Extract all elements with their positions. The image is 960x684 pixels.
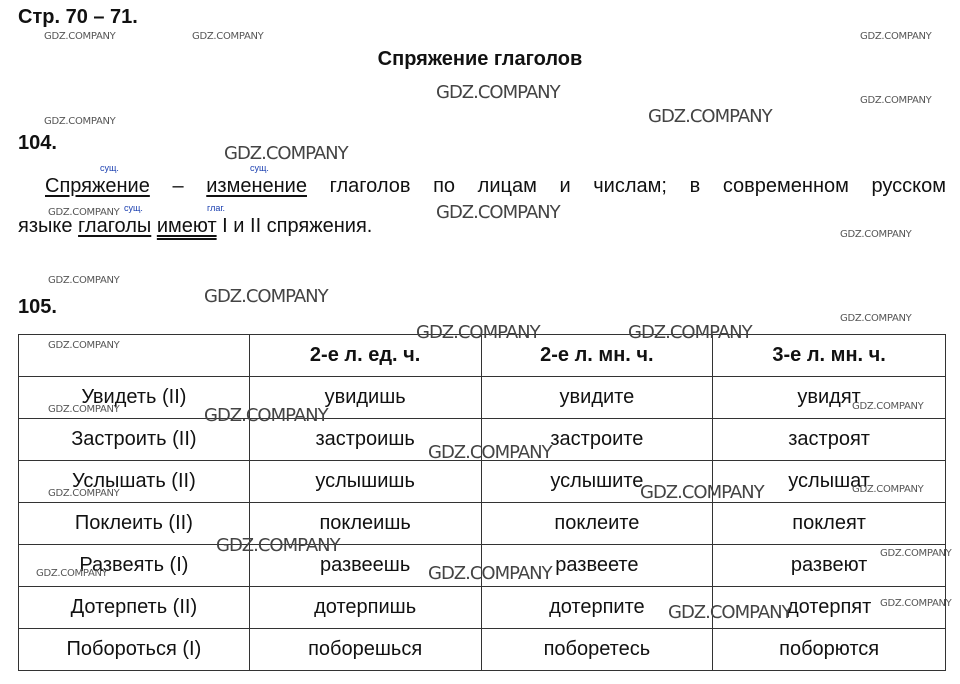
- exercise-105-number: 105.: [18, 296, 57, 318]
- word-spryazhenie: Спряжение: [45, 175, 150, 197]
- annotation-noun: сущ.: [100, 163, 119, 173]
- watermark: GDZ.COMPANY: [428, 442, 552, 463]
- watermark: GDZ.COMPANY: [44, 116, 116, 127]
- table-header-cell: 2-е л. мн. ч.: [481, 335, 713, 377]
- annotation-verb: глаг.: [207, 203, 226, 213]
- watermark: GDZ.COMPANY: [648, 106, 772, 127]
- form-cell: дотерпят: [713, 587, 946, 629]
- watermark: GDZ.COMPANY: [640, 482, 764, 503]
- form-cell: услышишь: [249, 461, 481, 503]
- watermark: GDZ.COMPANY: [48, 340, 120, 351]
- page-reference: Стр. 70 – 71.: [18, 6, 138, 28]
- form-cell: застроят: [713, 419, 946, 461]
- form-cell: дотерпишь: [249, 587, 481, 629]
- word-yazyke: языке: [18, 215, 73, 237]
- watermark: GDZ.COMPANY: [48, 275, 120, 286]
- verb-cell: Дотерпеть (II): [19, 587, 250, 629]
- form-cell: застроите: [481, 419, 713, 461]
- table-row: [19, 503, 946, 545]
- watermark: GDZ.COMPANY: [860, 31, 932, 42]
- verb-cell: Услышать (II): [19, 461, 250, 503]
- verb-cell: Поклеить (II): [19, 503, 250, 545]
- annotation-noun: сущ.: [250, 163, 269, 173]
- watermark: GDZ.COMPANY: [44, 31, 116, 42]
- form-cell: развеете: [481, 545, 713, 587]
- table-row: [19, 461, 946, 503]
- watermark: GDZ.COMPANY: [880, 598, 952, 609]
- annotation-noun: сущ.: [124, 203, 143, 213]
- form-cell: дотерпите: [481, 587, 713, 629]
- verb-cell: Увидеть (II): [19, 377, 250, 419]
- conjugation-table: [18, 334, 946, 671]
- watermark: GDZ.COMPANY: [840, 313, 912, 324]
- word-imeyut: имеют: [156, 215, 217, 237]
- form-cell: застроишь: [249, 419, 481, 461]
- watermark: GDZ.COMPANY: [192, 31, 264, 42]
- watermark: GDZ.COMPANY: [436, 82, 560, 103]
- table-row: [19, 587, 946, 629]
- watermark: GDZ.COMPANY: [860, 95, 932, 106]
- form-cell: развеют: [713, 545, 946, 587]
- table-header-cell: 2-е л. ед. ч.: [249, 335, 481, 377]
- exercise-104-number: 104.: [18, 132, 57, 154]
- form-cell: поклеите: [481, 503, 713, 545]
- watermark: GDZ.COMPANY: [204, 405, 328, 426]
- sentence-part: глаголов по лицам и числам; в современном русском: [329, 175, 947, 197]
- form-cell: развеешь: [249, 545, 481, 587]
- dash: –: [172, 175, 184, 197]
- verb-cell: Застроить (II): [19, 419, 250, 461]
- watermark: GDZ.COMPANY: [880, 548, 952, 559]
- watermark: GDZ.COMPANY: [668, 602, 792, 623]
- watermark: GDZ.COMPANY: [204, 286, 328, 307]
- watermark: GDZ.COMPANY: [852, 484, 924, 495]
- watermark: GDZ.COMPANY: [416, 322, 540, 343]
- form-cell: поборетесь: [481, 629, 713, 671]
- verb-cell: Побороться (I): [19, 629, 250, 671]
- watermark: GDZ.COMPANY: [48, 488, 120, 499]
- form-cell: увидите: [481, 377, 713, 419]
- form-cell: увидишь: [249, 377, 481, 419]
- form-cell: поклеят: [713, 503, 946, 545]
- form-cell: услышите: [481, 461, 713, 503]
- watermark: GDZ.COMPANY: [852, 401, 924, 412]
- watermark: GDZ.COMPANY: [48, 404, 120, 415]
- watermark: GDZ.COMPANY: [36, 568, 108, 579]
- sentence-part: I и II спряжения.: [222, 215, 373, 237]
- watermark: GDZ.COMPANY: [436, 202, 560, 223]
- form-cell: услышат: [713, 461, 946, 503]
- table-header-cell: 3-е л. мн. ч.: [713, 335, 946, 377]
- watermark: GDZ.COMPANY: [224, 143, 348, 164]
- word-izmenenie: изменение: [206, 175, 307, 197]
- table-row: [19, 629, 946, 671]
- table-row: [19, 377, 946, 419]
- word-glagoly: глаголы: [78, 215, 152, 237]
- verb-cell: Развеять (I): [19, 545, 250, 587]
- form-cell: поклеишь: [249, 503, 481, 545]
- watermark: GDZ.COMPANY: [428, 563, 552, 584]
- form-cell: поборешься: [249, 629, 481, 671]
- watermark: GDZ.COMPANY: [48, 207, 120, 218]
- form-cell: увидят: [713, 377, 946, 419]
- watermark: GDZ.COMPANY: [840, 229, 912, 240]
- page-title: Спряжение глаголов: [377, 48, 583, 70]
- watermark: GDZ.COMPANY: [628, 322, 752, 343]
- form-cell: поборются: [713, 629, 946, 671]
- exercise-104-line-1: [18, 166, 946, 206]
- watermark: GDZ.COMPANY: [216, 535, 340, 556]
